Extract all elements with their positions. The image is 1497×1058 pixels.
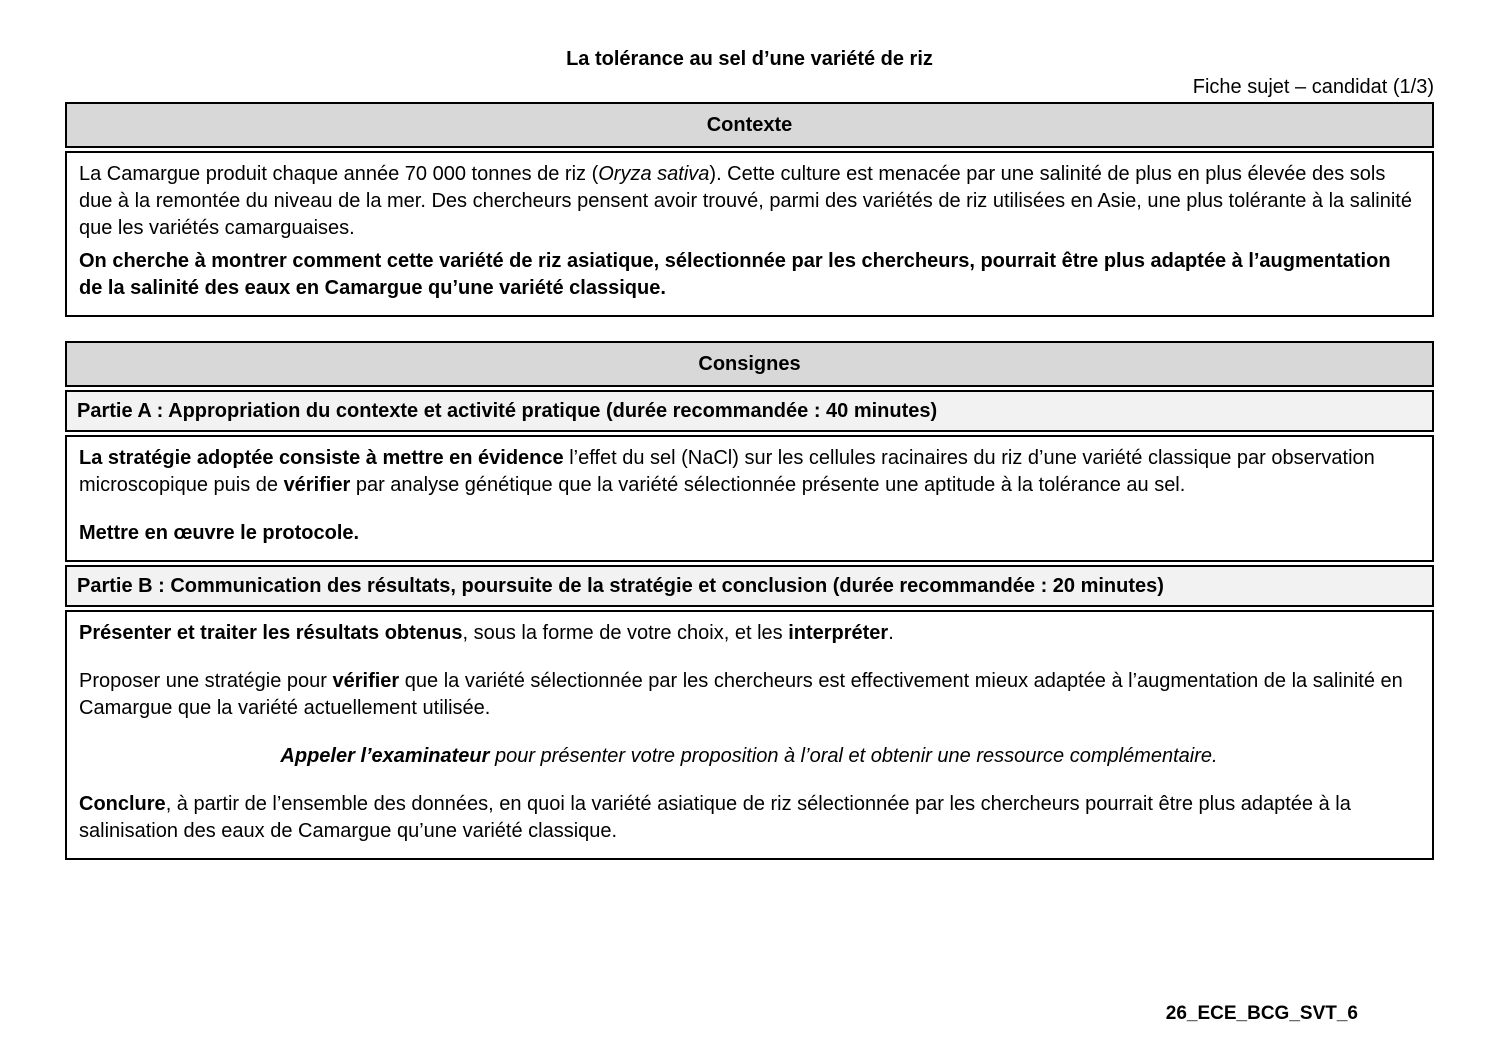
page-title: La tolérance au sel d’une variété de riz (566, 48, 933, 70)
document-code: 26_ECE_BCG_SVT_6 (1165, 1003, 1358, 1024)
part-b-body (65, 610, 1434, 860)
context-paragraph-objective: On cherche à montrer comment cette variété de riz asiatique, sélectionnée par les chercheurs, pourrait être plus adaptée à l’augmentation de la salinité des eaux en Camargue qu’une variété classique. (79, 250, 1391, 299)
part-a-title-row: Partie A : Appropriation du contexte et activité pratique (durée recommandée : 40 minutes) (65, 390, 1434, 432)
part-b-call-examiner-paragraph: Appeler l’examinateur pour présenter votre proposition à l’oral et obtenir une ressource complémentaire. (280, 745, 1218, 767)
context-header: Contexte (65, 102, 1434, 148)
consignes-header: Consignes (65, 341, 1434, 387)
context-paragraph-intro: La Camargue produit chaque année 70 000 tonnes de riz (Oryza sativa). Cette culture est menacée par une salinité de plus en plus élevée des sols due à la remontée du niveau de la mer. Des chercheurs pensent avoir trouvé, parmi des variétés de riz utilisées en Asie, une plus tolérante à la salinité que les variétés camarguaises. (79, 163, 1412, 239)
part-a-strategy-paragraph: La stratégie adoptée consiste à mettre en évidence l’effet du sel (NaCl) sur les cellules racinaires du riz d’une variété classique par observation microscopique puis de vérifier par analyse génétique que la variété sélectionnée présente une aptitude à la tolérance au sel. (79, 447, 1375, 496)
context-section (65, 102, 1434, 317)
context-body (65, 151, 1434, 317)
part-b-present-paragraph: Présenter et traiter les résultats obtenus, sous la forme de votre choix, et les interpréter. (79, 622, 894, 644)
part-b-title-row: Partie B : Communication des résultats, poursuite de la stratégie et conclusion (durée recommandée : 20 minutes) (65, 565, 1434, 607)
part-a-protocol-paragraph: Mettre en œuvre le protocole. (79, 522, 360, 544)
part-a-body (65, 435, 1434, 562)
consignes-section (65, 341, 1434, 860)
sheet-candidate-label: Fiche sujet – candidat (1/3) (1192, 76, 1434, 98)
part-b-propose-paragraph: Proposer une stratégie pour vérifier que la variété sélectionnée par les chercheurs est effectivement mieux adaptée à l’augmentation de la salinité en Camargue que la variété actuellement utilisée. (79, 670, 1403, 719)
part-b-conclude-paragraph: Conclure, à partir de l’ensemble des données, en quoi la variété asiatique de riz sélectionnée par les chercheurs pourrait être plus adaptée à la salinisation des eaux de Camargue qu’une variété classique. (79, 793, 1351, 842)
